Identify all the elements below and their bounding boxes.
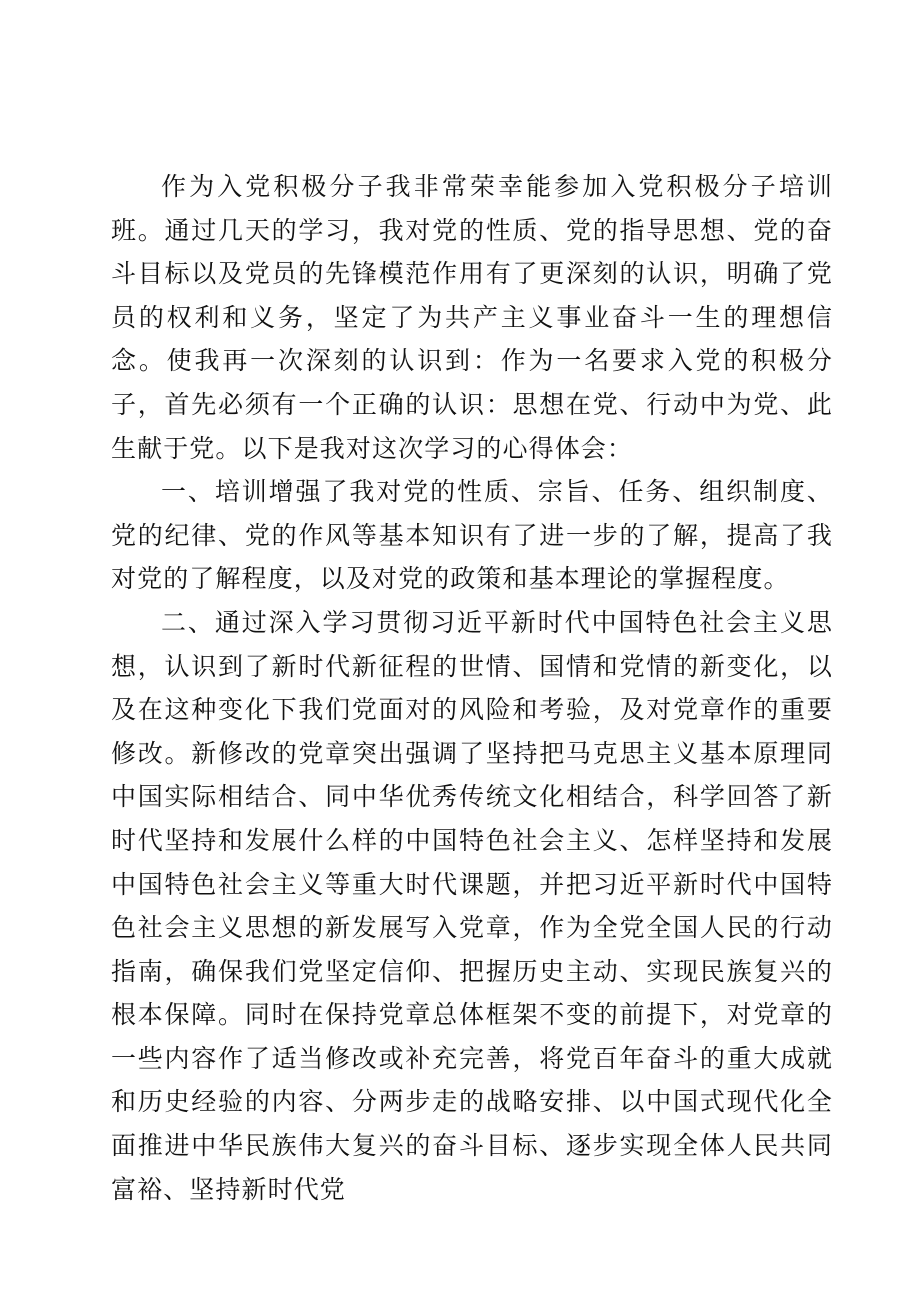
- document-body: [111, 165, 833, 1211]
- paragraph-intro: 作为入党积极分子我非常荣幸能参加入党积极分子培训班。通过几天的学习，我对党的性质、党的指导思想、党的奋斗目标以及党员的先锋模范作用有了更深刻的认识，明确了党员的权利和义务，坚定了为共产主义事业奋斗一生的理想信念。使我再一次深刻的认识到：作为一名要求入党的积极分子，首先必须有一个正确的认识：思想在党、行动中为党、此生献于党。以下是我对这次学习的心得体会：: [111, 172, 833, 463]
- paragraph-point-two: 二、通过深入学习贯彻习近平新时代中国特色社会主义思想，认识到了新时代新征程的世情、国情和党情的新变化，以及在这种变化下我们党面对的风险和考验，及对党章作的重要修改。新修改的党章突出强调了坚持把马克思主义基本原理同中国实际相结合、同中华优秀传统文化相结合，科学回答了新时代坚持和发展什么样的中国特色社会主义、怎样坚持和发展中国特色社会主义等重大时代课题，并把习近平新时代中国特色社会主义思想的新发展写入党章，作为全党全国人民的行动指南，确保我们党坚定信仰、把握历史主动、实现民族复兴的根本保障。同时在保持党章总体框架不变的前提下，对党章的一些内容作了适当修改或补充完善，将党百年奋斗的重大成就和历史经验的内容、分两步走的战略安排、以中国式现代化全面推进中华民族伟大复兴的奋斗目标、逐步实现全体人民共同富裕、坚持新时代党: [111, 607, 833, 1204]
- paragraph-point-one: 一、培训增强了我对党的性质、宗旨、任务、组织制度、党的纪律、党的作风等基本知识有了进一步的了解，提高了我对党的了解程度，以及对党的政策和基本理论的掌握程度。: [111, 477, 833, 594]
